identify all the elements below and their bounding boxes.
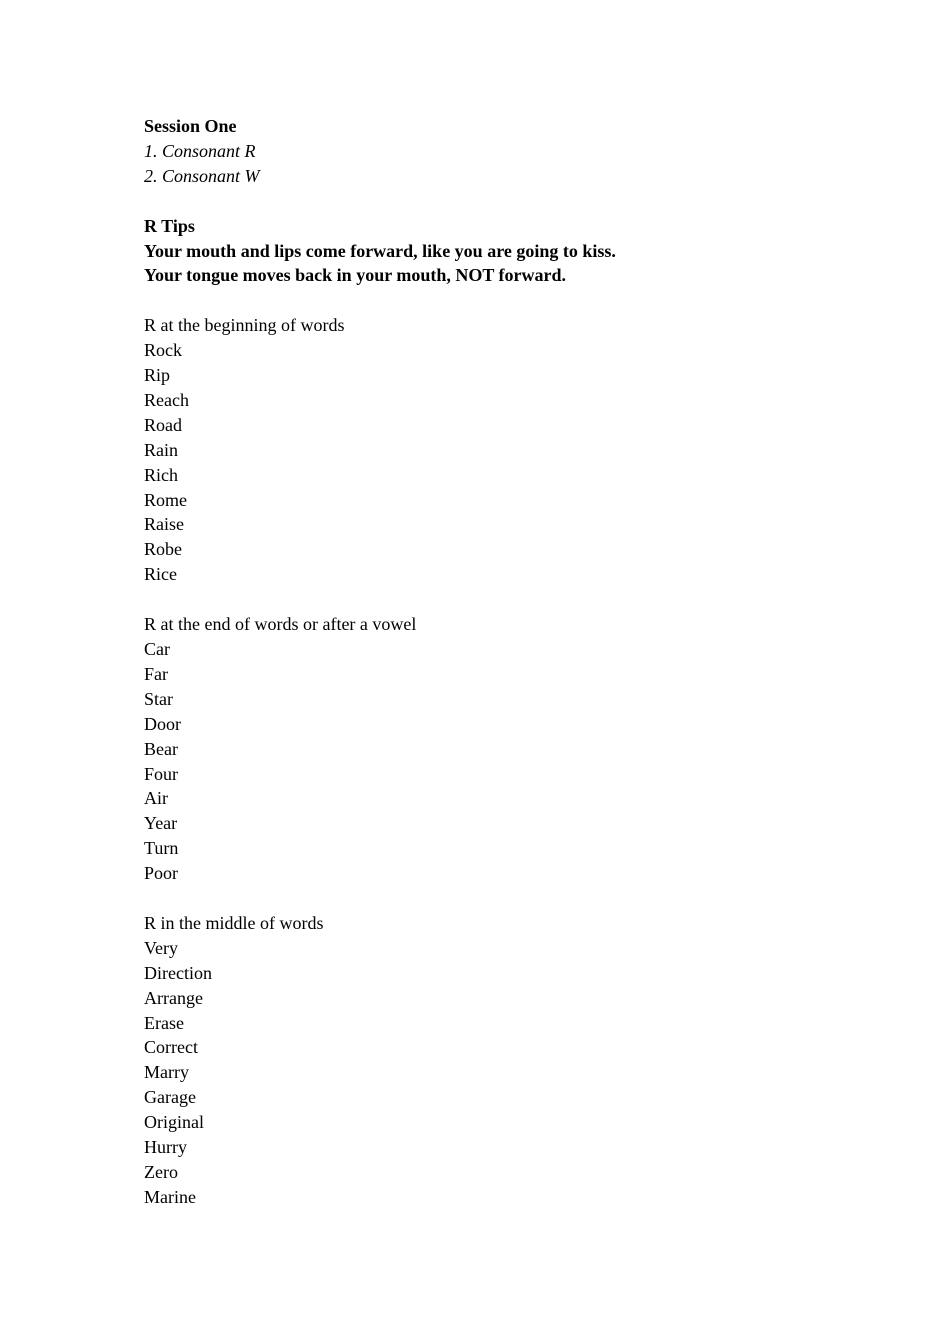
paragraph-gap <box>144 288 904 313</box>
tips-block <box>144 214 904 289</box>
word-item: Car <box>144 638 170 659</box>
session-item: 2. Consonant W <box>144 165 260 186</box>
word-item: Hurry <box>144 1137 187 1158</box>
word-item: Bear <box>144 738 178 759</box>
word-item: Rip <box>144 365 171 386</box>
word-item: Turn <box>144 838 179 859</box>
word-item: Year <box>144 813 178 834</box>
word-item: Reach <box>144 389 189 410</box>
word-item: Robe <box>144 539 182 560</box>
word-item: Star <box>144 688 173 709</box>
word-item: Erase <box>144 1012 184 1033</box>
word-item: Far <box>144 663 168 684</box>
word-item: Door <box>144 713 181 734</box>
word-item: Four <box>144 763 179 784</box>
word-item: Marine <box>144 1186 196 1207</box>
section-heading: R at the beginning of words <box>144 315 345 336</box>
word-item: Arrange <box>144 987 203 1008</box>
paragraph-gap <box>144 886 904 911</box>
word-list <box>144 338 904 587</box>
document-page <box>144 114 904 1210</box>
word-item: Raise <box>144 514 184 535</box>
section-heading: R in the middle of words <box>144 912 324 933</box>
word-item: Road <box>144 414 182 435</box>
session-item: 1. Consonant R <box>144 140 256 161</box>
word-item: Correct <box>144 1037 198 1058</box>
section-middle <box>144 911 904 1210</box>
tips-title: R Tips <box>144 215 195 236</box>
section-heading: R at the end of words or after a vowel <box>144 614 417 635</box>
paragraph-gap <box>144 189 904 214</box>
word-item: Rome <box>144 489 187 510</box>
paragraph-gap <box>144 587 904 612</box>
word-item: Direction <box>144 962 212 983</box>
word-list <box>144 637 904 886</box>
word-item: Original <box>144 1112 204 1133</box>
word-item: Very <box>144 937 178 958</box>
word-item: Rock <box>144 340 182 361</box>
word-item: Air <box>144 788 168 809</box>
session-block <box>144 114 904 189</box>
word-list <box>144 936 904 1210</box>
word-item: Zero <box>144 1162 178 1182</box>
word-item: Marry <box>144 1062 189 1083</box>
tip-line: Your tongue moves back in your mouth, NOT forward. <box>144 265 567 286</box>
section-beginning <box>144 313 904 587</box>
word-item: Rich <box>144 464 178 485</box>
word-item: Poor <box>144 863 179 884</box>
word-item: Rain <box>144 439 178 460</box>
session-title: Session One <box>144 116 237 136</box>
section-end <box>144 612 904 886</box>
tip-line: Your mouth and lips come forward, like you are going to kiss. <box>144 240 616 261</box>
word-item: Garage <box>144 1087 196 1108</box>
word-item: Rice <box>144 564 177 585</box>
